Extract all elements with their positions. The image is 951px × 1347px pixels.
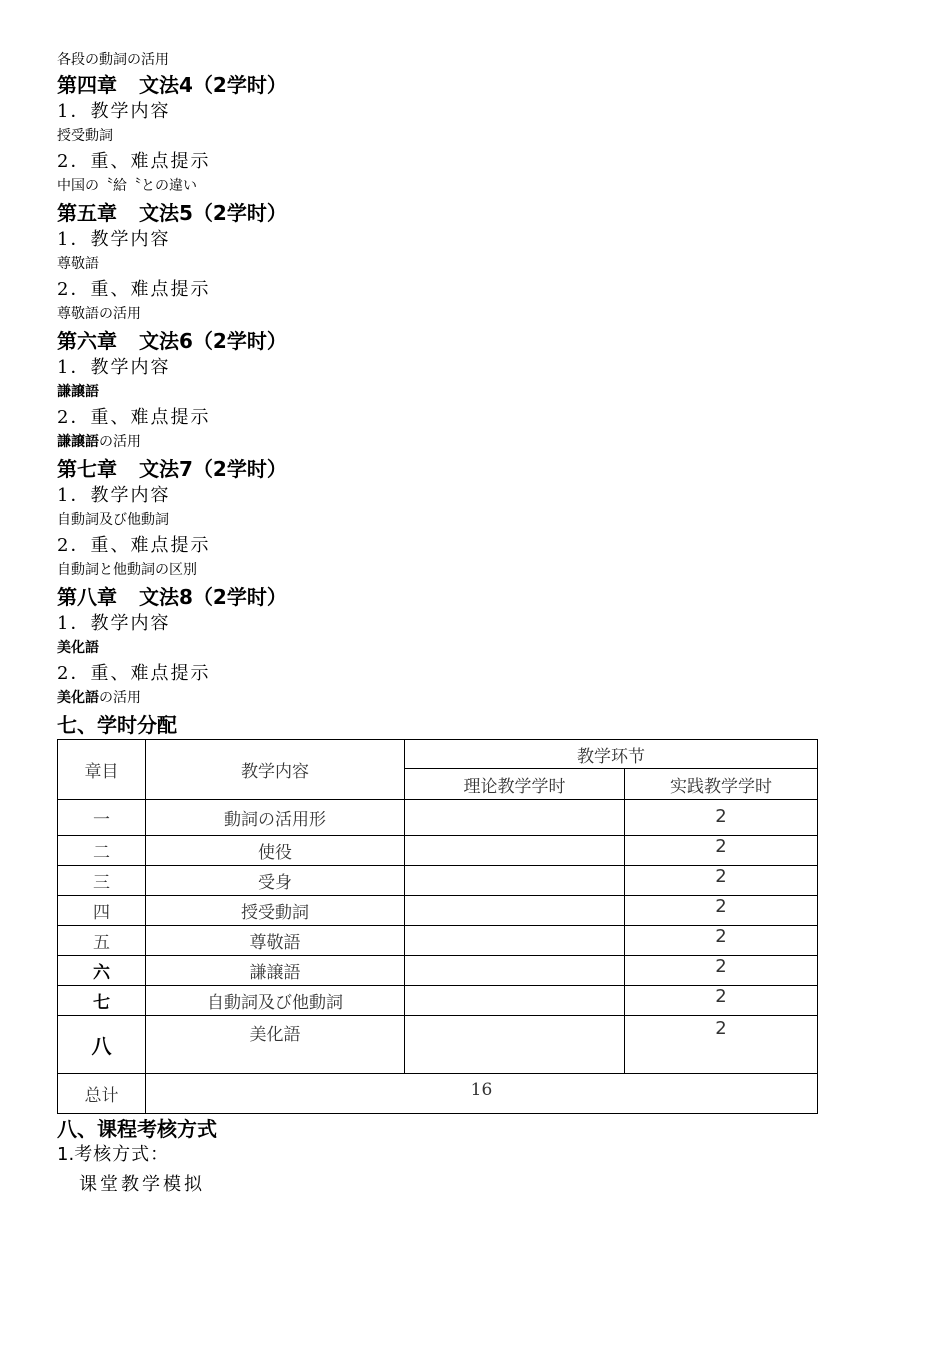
chapter-6-key-suffix: の活用	[99, 434, 141, 450]
chapter-8-title: 文法8（2学时）	[139, 585, 287, 609]
chapter-5-key: 尊敬語の活用	[57, 306, 141, 322]
chapter-7-content: 自動詞及び他動詞	[57, 512, 169, 528]
total-value: 16	[146, 1074, 818, 1114]
chapter-8-key-suffix: の活用	[99, 690, 141, 706]
row-practice: 2	[625, 926, 818, 956]
table-row	[58, 956, 818, 986]
section-8-title: 八、课程考核方式	[57, 1117, 217, 1141]
row-theory	[405, 896, 625, 926]
total-label: 总计	[58, 1074, 146, 1114]
row-theory	[405, 986, 625, 1016]
table-row	[58, 1016, 818, 1074]
chapter-8-content: 美化語	[57, 640, 99, 656]
chapter-4-title: 文法4（2学时）	[139, 73, 287, 97]
row-practice: 2	[625, 1016, 818, 1074]
row-chapter: 二	[58, 836, 146, 866]
row-content: 尊敬語	[146, 926, 405, 956]
row-content: 美化語	[146, 1016, 405, 1074]
section-7-title: 七、学时分配	[57, 713, 177, 737]
table-row	[58, 986, 818, 1016]
hours-table	[57, 739, 818, 1114]
intro-line: 各段の動詞の活用	[57, 52, 169, 68]
table-row	[58, 836, 818, 866]
row-chapter: 一	[58, 800, 146, 836]
row-chapter: 五	[58, 926, 146, 956]
chapter-4-content-label: 1．教学内容	[57, 101, 171, 122]
chapter-6-heading	[57, 329, 837, 353]
exam-method-line	[57, 1143, 837, 1167]
chapter-8-key-label: 2．重、难点提示	[57, 663, 211, 684]
exam-method-value: 课堂教学模拟	[79, 1174, 205, 1195]
row-theory	[405, 926, 625, 956]
chapter-5-content-label: 1．教学内容	[57, 229, 171, 250]
table-row	[58, 926, 818, 956]
chapter-5-content: 尊敬語	[57, 256, 99, 272]
row-practice: 2	[625, 986, 818, 1016]
chapter-4-content: 授受動詞	[57, 128, 113, 144]
chapter-5-title: 文法5（2学时）	[139, 201, 287, 225]
chapter-6-key-term: 謙譲語	[57, 434, 99, 450]
row-theory	[405, 1016, 625, 1074]
row-content: 受身	[146, 866, 405, 896]
chapter-6-key-label: 2．重、难点提示	[57, 407, 211, 428]
header-content: 教学内容	[146, 740, 405, 800]
row-chapter: 八	[58, 1016, 146, 1074]
chapter-6-content: 謙譲語	[57, 384, 99, 400]
chapter-4-key-label: 2．重、难点提示	[57, 151, 211, 172]
chapter-4-number: 第四章	[57, 73, 117, 97]
row-practice: 2	[625, 956, 818, 986]
row-theory	[405, 866, 625, 896]
chapter-6-number: 第六章	[57, 329, 117, 353]
exam-method-label: 考核方式：	[74, 1144, 170, 1165]
chapter-7-number: 第七章	[57, 457, 117, 481]
row-chapter: 六	[58, 956, 146, 986]
chapter-5-number: 第五章	[57, 201, 117, 225]
table-row	[58, 866, 818, 896]
header-link: 教学环节	[405, 740, 818, 769]
chapter-4-key: 中国の〝給〝との違い	[57, 178, 197, 194]
row-theory	[405, 836, 625, 866]
row-chapter: 三	[58, 866, 146, 896]
row-chapter: 七	[58, 986, 146, 1016]
chapter-5-key-label: 2．重、难点提示	[57, 279, 211, 300]
chapter-7-key-label: 2．重、难点提示	[57, 535, 211, 556]
header-theory: 理论教学学时	[405, 769, 625, 800]
table-row	[58, 800, 818, 836]
exam-method-number: 1.	[57, 1144, 75, 1165]
row-practice: 2	[625, 896, 818, 926]
chapter-7-content-label: 1．教学内容	[57, 485, 171, 506]
chapter-7-heading	[57, 457, 837, 481]
chapter-6-key	[57, 434, 837, 451]
header-chapter: 章目	[58, 740, 146, 800]
row-content: 動詞の活用形	[146, 800, 405, 836]
row-theory	[405, 956, 625, 986]
row-theory	[405, 800, 625, 836]
chapter-8-key-term: 美化語	[57, 690, 99, 706]
table-row-total	[58, 1074, 818, 1114]
chapter-7-key: 自動詞と他動詞の区別	[57, 562, 197, 578]
row-content: 使役	[146, 836, 405, 866]
row-practice: 2	[625, 800, 818, 836]
header-practice: 实践教学学时	[625, 769, 818, 800]
row-chapter: 四	[58, 896, 146, 926]
chapter-5-heading	[57, 201, 837, 225]
row-content: 授受動詞	[146, 896, 405, 926]
chapter-8-number: 第八章	[57, 585, 117, 609]
row-content: 自動詞及び他動詞	[146, 986, 405, 1016]
chapter-6-content-label: 1．教学内容	[57, 357, 171, 378]
chapter-4-heading	[57, 73, 837, 97]
table-row	[58, 896, 818, 926]
chapter-8-key	[57, 690, 837, 707]
chapter-8-heading	[57, 585, 837, 609]
row-practice: 2	[625, 866, 818, 896]
row-practice: 2	[625, 836, 818, 866]
row-content: 謙譲語	[146, 956, 405, 986]
chapter-8-content-label: 1．教学内容	[57, 613, 171, 634]
chapter-7-title: 文法7（2学时）	[139, 457, 287, 481]
chapter-6-title: 文法6（2学时）	[139, 329, 287, 353]
document-page	[57, 52, 837, 1197]
